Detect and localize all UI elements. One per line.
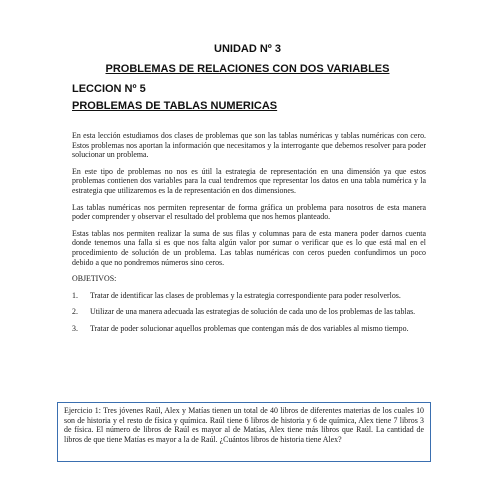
objective-number: 2. xyxy=(72,307,78,317)
exercise-text: Ejercicio 1: Tres jóvenes Raúl, Alex y Matías tienen un total de 40 libros de diferentes materias de los cuales 10 son de historia y el resto de física y química. Raúl tiene 6 libros de historia y 6 de química, Alex tiene 7 libros 3 de física. El número de libros de Raúl es mayor al de Matías, Alex tiene más libros que Raúl. La cantidad de libros de que tiene Matías es mayor a la de Raúl. ¿Cuántos libros de historia tiene Alex? xyxy=(64,406,424,444)
lesson-heading: LECCION Nº 5 xyxy=(72,83,146,95)
paragraph: En este tipo de problemas no nos es útil la estrategia de representación en una dimensión ya que estos problemas contienen dos variables para la cual tendremos que representar los datos en una tabla numérica y la estrategia que utilizaremos es la de representación en dos dimensiones. xyxy=(72,166,426,195)
paragraph: En esta lección estudiamos dos clases de problemas que son las tablas numéricas y tablas numéricas con cero. Estos problemas nos aportan la información que necesitamos y la interrogante que debemos resolver para poder solucionar un problema. xyxy=(72,131,426,160)
objective-item xyxy=(72,324,426,334)
objective-text: Tratar de poder solucionar aquellos problemas que contengan más de dos variables al mismo tiempo. xyxy=(90,323,409,333)
objectives-list xyxy=(72,291,426,334)
lesson-subtitle: PROBLEMAS DE TABLAS NUMERICAS xyxy=(72,100,278,112)
objective-item xyxy=(72,291,426,301)
exercise-box xyxy=(57,402,431,462)
body-text xyxy=(72,131,426,341)
objective-text: Tratar de identificar las clases de problemas y la estrategia correspondiente para poder resolverlos. xyxy=(90,290,401,300)
objective-item xyxy=(72,307,426,317)
objective-number: 3. xyxy=(72,323,78,333)
unit-heading: UNIDAD Nº 3 xyxy=(214,43,281,55)
problems-title: PROBLEMAS DE RELACIONES CON DOS VARIABLES xyxy=(105,63,390,75)
paragraph: Estas tablas nos permiten realizar la suma de sus filas y columnas para de esta manera poder darnos cuenta donde tenemos una falla si es que nos falta algún valor por sumar o verificar que es lo que está mal en el procedimiento de solución de un problema. Las tablas numéricas con ceros pueden confundirnos un poco debido a que no pondremos números sino ceros. xyxy=(72,228,426,267)
objectives-heading: OBJETIVOS: xyxy=(72,274,117,284)
paragraph: Las tablas numéricas nos permiten representar de forma gráfica un problema para nosotros de esta manera poder comprender y observar el resultado del problema que nos hemos planteado. xyxy=(72,202,426,222)
objective-text: Utilizar de una manera adecuada las estrategias de solución de cada uno de los problemas de las tablas. xyxy=(90,307,416,317)
objective-number: 1. xyxy=(72,290,78,300)
